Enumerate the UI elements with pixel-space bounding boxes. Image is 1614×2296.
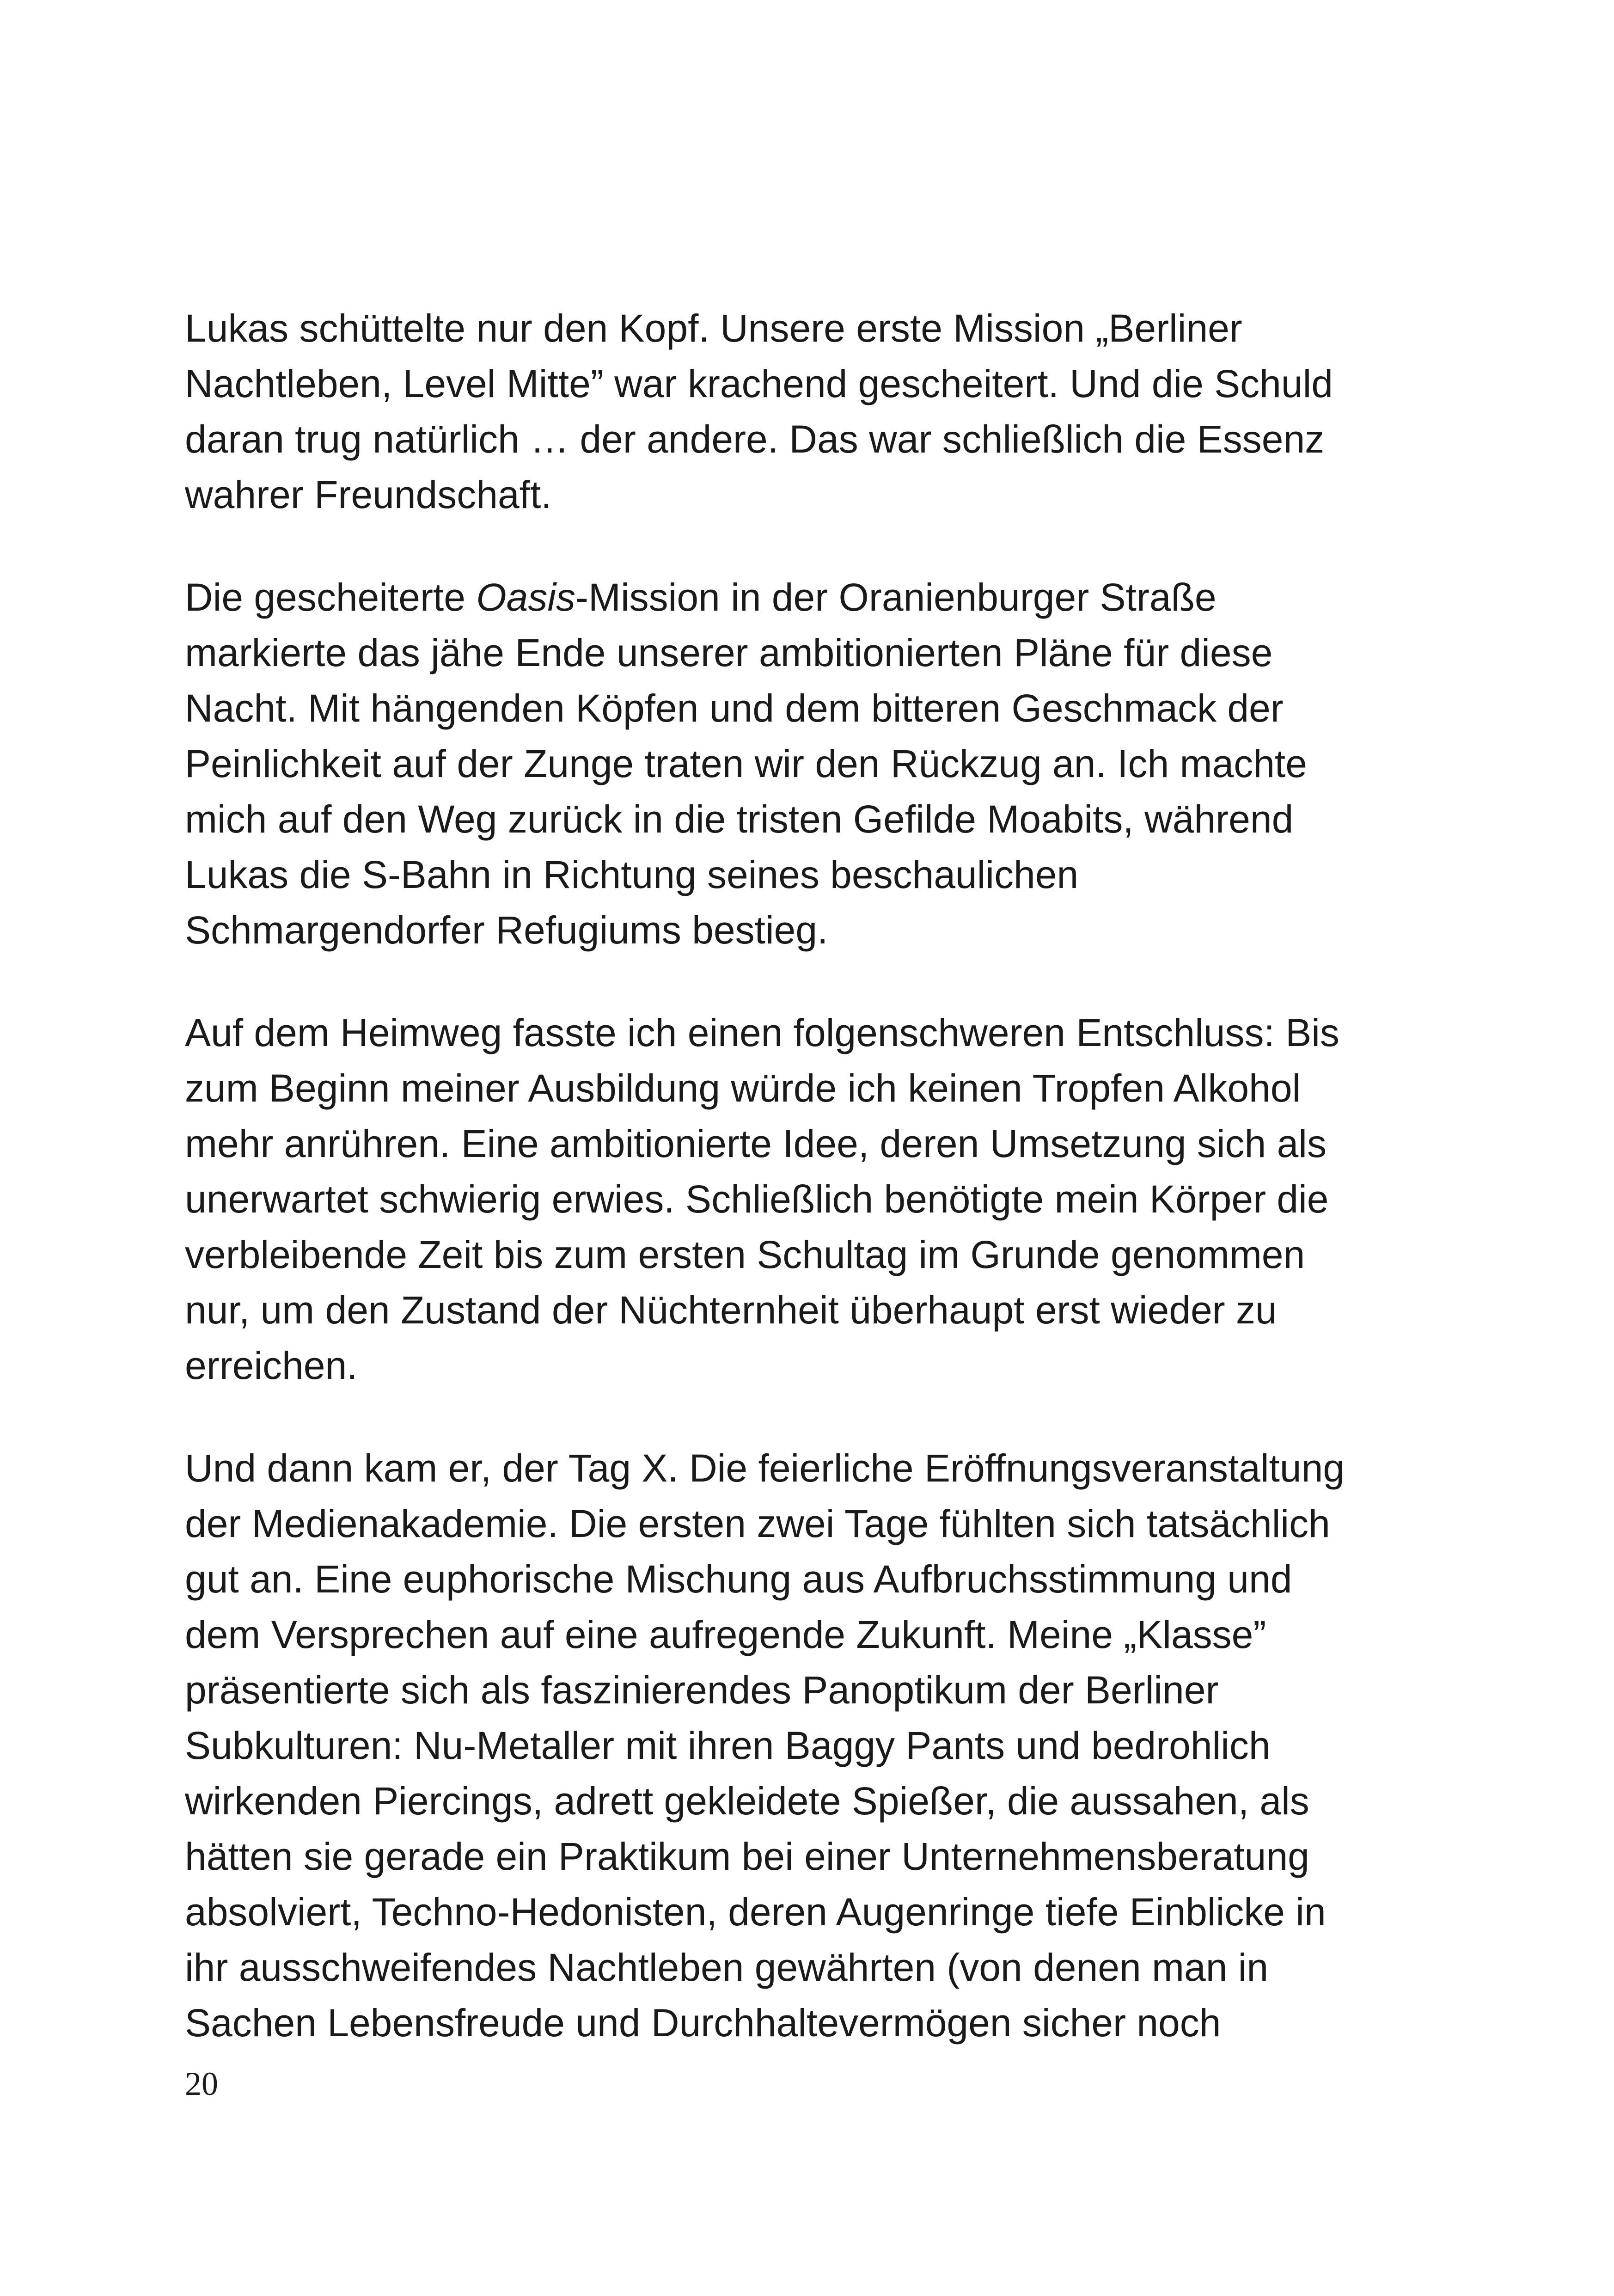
text-line: Peinlichkeit auf der Zunge traten wir den Rückzug an. Ich machte <box>185 742 1307 785</box>
text-line: unerwartet schwierig erwies. Schließlich benötigte mein Körper die <box>185 1177 1329 1221</box>
paragraph-2 <box>185 569 1461 958</box>
paragraph-1 <box>185 300 1461 522</box>
text-line: präsentierte sich als faszinierendes Panoptikum der Berliner <box>185 1668 1219 1712</box>
text-line <box>185 569 1461 625</box>
text-line: verbleibende Zeit bis zum ersten Schultag im Grunde genommen <box>185 1233 1305 1276</box>
text-line: wirkenden Piercings, adrett gekleidete Spießer, die aussahen, als <box>185 1779 1309 1823</box>
paragraph-4 <box>185 1440 1461 2051</box>
text-line: dem Versprechen auf eine aufregende Zukunft. Meine „Klasse” <box>185 1613 1266 1656</box>
page-number: 20 <box>185 2065 218 2102</box>
text-line: erreichen. <box>185 1344 358 1387</box>
italic-title: Oasis <box>476 576 576 619</box>
text-line: zum Beginn meiner Ausbildung würde ich keinen Tropfen Alkohol <box>185 1066 1301 1110</box>
text-segment: Die gescheiterte <box>185 576 477 619</box>
text-line: mich auf den Weg zurück in die tristen Gefilde Moabits, während <box>185 797 1294 841</box>
text-line: Auf dem Heimweg fasste ich einen folgenschweren Entschluss: Bis <box>185 1011 1339 1054</box>
text-line: Subkulturen: Nu-Metaller mit ihren Baggy Pants und bedrohlich <box>185 1724 1271 1767</box>
text-line: Lukas schüttelte nur den Kopf. Unsere erste Mission „Berliner <box>185 306 1242 350</box>
text-line: Sachen Lebensfreude und Durchhaltevermögen sicher noch <box>185 2001 1221 2045</box>
text-line: markierte das jähe Ende unserer ambitionierten Pläne für diese <box>185 631 1273 674</box>
text-line: Schmargendorfer Refugiums bestieg. <box>185 908 828 952</box>
text-line: absolviert, Techno-Hedonisten, deren Augenringe tiefe Einblicke in <box>185 1890 1326 1934</box>
text-segment: -Mission in der Oranienburger Straße <box>575 576 1217 619</box>
text-line: mehr anrühren. Eine ambitionierte Idee, deren Umsetzung sich als <box>185 1122 1327 1165</box>
text-line: Nacht. Mit hängenden Köpfen und dem bitteren Geschmack der <box>185 686 1284 730</box>
text-line: daran trug natürlich … der andere. Das war schließlich die Essenz <box>185 417 1325 461</box>
text-line: gut an. Eine euphorische Mischung aus Aufbruchsstimmung und <box>185 1557 1292 1601</box>
text-line: Nachtleben, Level Mitte” war krachend gescheitert. Und die Schuld <box>185 362 1333 405</box>
text-line: Lukas die S-Bahn in Richtung seines beschaulichen <box>185 853 1079 896</box>
text-line: Und dann kam er, der Tag X. Die feierliche Eröffnungsveranstaltung <box>185 1446 1345 1490</box>
paragraph-3 <box>185 1005 1461 1393</box>
text-line: nur, um den Zustand der Nüchternheit überhaupt erst wieder zu <box>185 1288 1277 1332</box>
text-line: der Medienakademie. Die ersten zwei Tage fühlten sich tatsächlich <box>185 1502 1330 1545</box>
text-line: ihr ausschweifendes Nachtleben gewährten (von denen man in <box>185 1946 1269 1989</box>
body-text <box>185 300 1461 2098</box>
text-line: wahrer Freundschaft. <box>185 473 552 516</box>
text-line: hätten sie gerade ein Praktikum bei einer Unternehmensberatung <box>185 1835 1309 1878</box>
